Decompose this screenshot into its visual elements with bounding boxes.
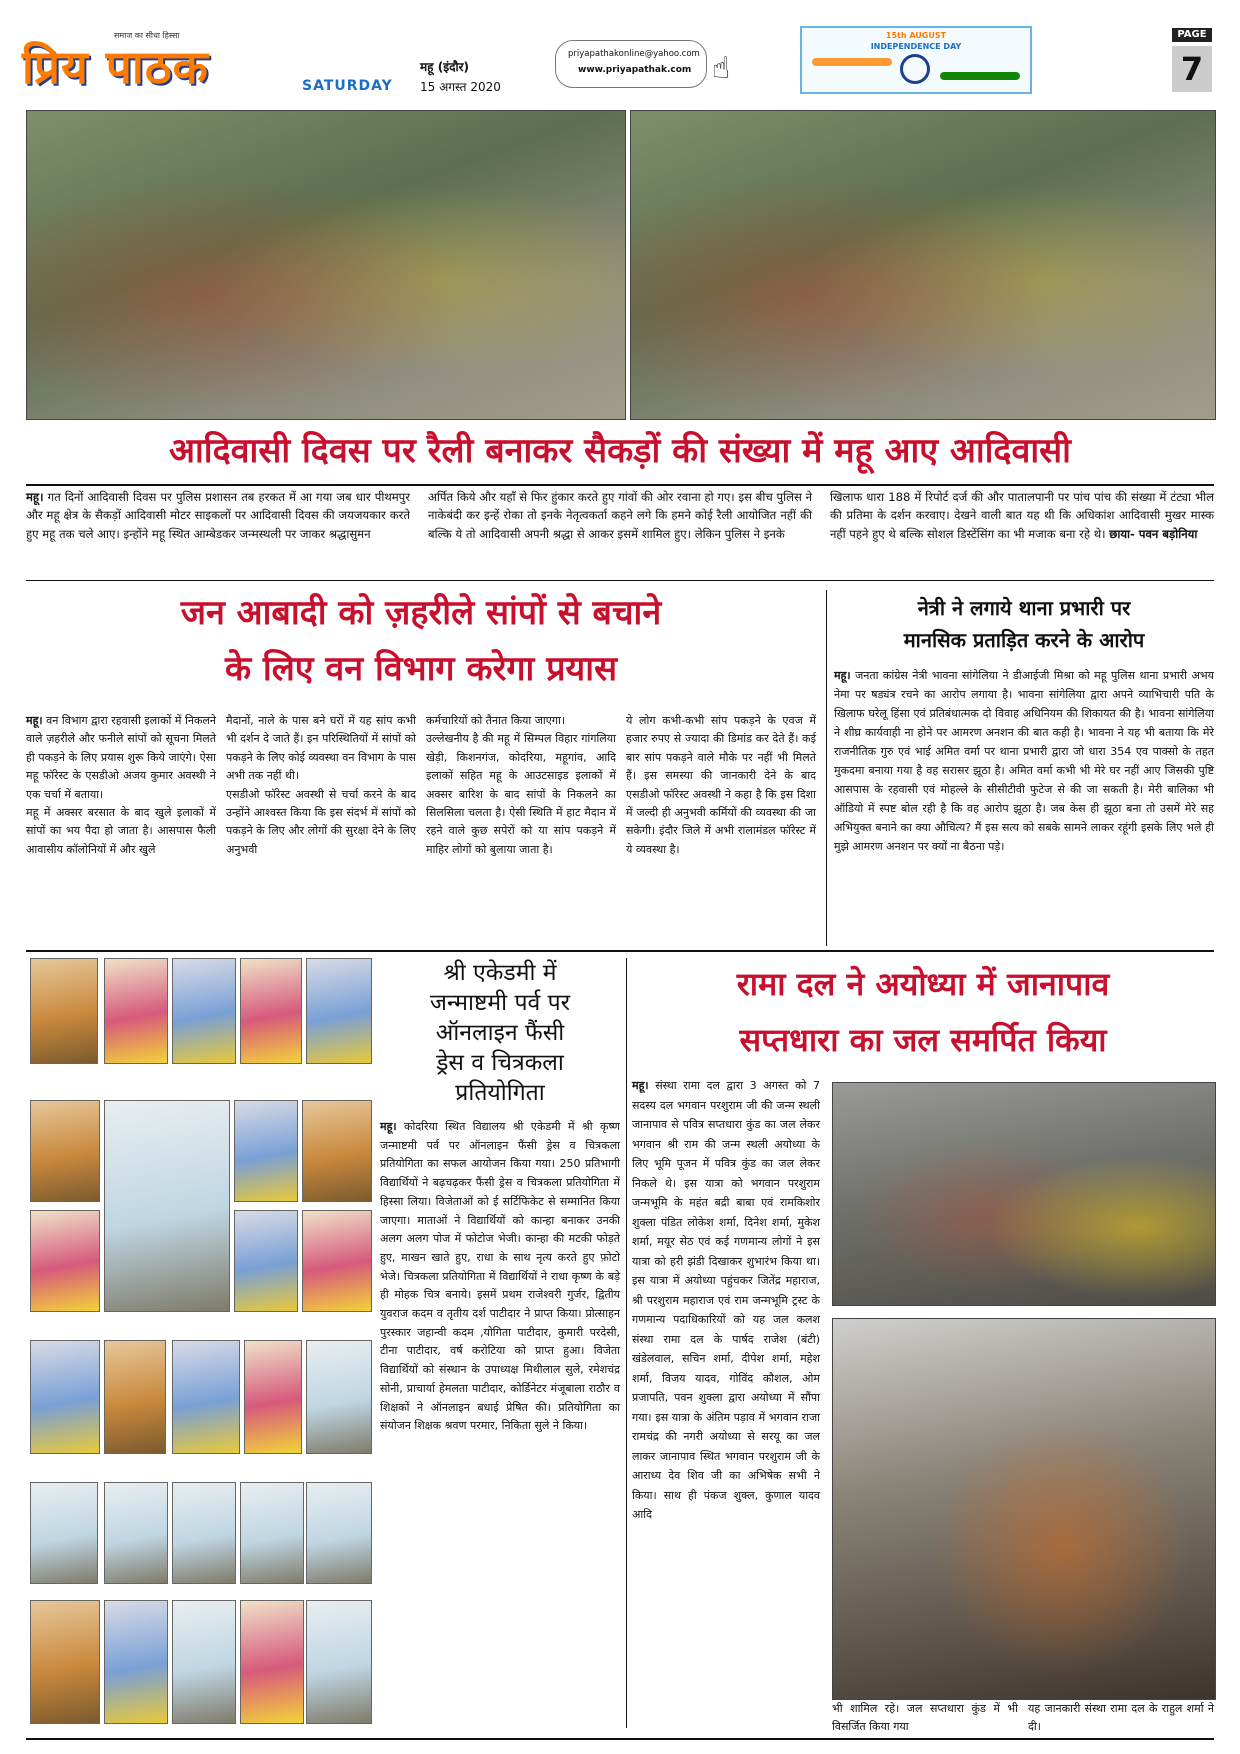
rama-dal-photo-bottom [832,1318,1216,1700]
story4-headline-line2: जन्माष्टमी पर्व पर [429,990,571,1016]
pointer-hand-icon: ☝ [712,51,731,86]
kid-photo [104,1600,168,1724]
kid-photo [172,1600,236,1724]
kid-photo [244,1340,302,1454]
story4-headline-line4: ड्रेस व चित्रकला [436,1050,564,1076]
kid-photo [30,1340,100,1454]
story1-dateline: महू। [26,490,44,504]
story2-column-2: मैदानों, नाले के पास बने घरों में यह सांप कभी भी दर्शन दे जाते हैं। इन परिस्थितियों में सांपों को पकड़ने के लिए कोई व्यवस्था वन विभाग के पास अभी तक नहीं थी। एसडीओ फॉरेस्ट अवस्थी से चर्चा करने के बाद उन्होंने आश्वस्त किया कि इस संदर्भ में सांपों को पकड़ने के लिए और लोगों की सुरक्षा देने के लिए अनुभवी [226,714,416,856]
kid-photo [172,1482,236,1584]
story4-divider [626,958,627,1728]
date-label: 15 अगस्त 2020 [420,80,501,94]
ashoka-chakra-icon [900,54,930,84]
story1-bottom-rule [26,580,1214,581]
story1-rule [26,484,1214,486]
story4-headline-line1: श्री एकेडमी में [443,960,557,986]
story2-column-4: ये लोग कभी-कभी सांप पकड़ने के एवज में हजार रुपए से ज्यादा की डिमांड कर देते हैं। कई बार सांप पकड़ने वाले मौके पर नहीं भी मिलते हैं। इस समस्या की जानकारी देने के बाद एसडीओ फॉरेस्ट अवस्थी ने कहा है कि इस दिशा में जल्दी ही अनुभवी कर्मियों की व्यवस्था की जा सकेगी। इंदौर जिले में अभी रालामंडल फॉरेस्ट में ये व्यवस्था है। [626,714,816,856]
story1-column-3: खिलाफ धारा 188 में रिपोर्ट दर्ज की और पातालपानी पर पांच पांच की संख्या में टंट्या भील की प्रतिमा के दर्शन करवाए। देखने वाली बात यह थी कि अधिकांश आदिवासी मुखर मास्क नहीं पहने हुए थे बल्कि सोशल डिस्टेंसिंग का भी मजाक बना रहे थे। छाया- पवन बड़ोनिया [830,490,1214,541]
story3-headline-line1: नेत्री ने लगाये थाना प्रभारी पर [917,596,1131,620]
story3-headline-line2: मानसिक प्रताड़ित करने के आरोप [903,628,1145,652]
story4-body: महू। कोदरिया स्थित विद्यालय श्री एकेडमी में श्री कृष्ण जन्माष्टमी पर्व पर ऑनलाइन फैंसी ड्रेस व चित्रकला प्रतियोगिता का सफल आयोजन किया गया। 250 प्रतिभागी विद्यार्थियों ने बढ़चढ़कर फैंसी ड्रेस व चित्रकला प्रतियोगिता में हिस्सा लिया। विजेताओं को ई सर्टिफिकेट से सम्मानित किया जाएगा। माताओं ने विद्यार्थियों को कान्हा बनाकर उनकी अलग अलग पोज में फोटोज भेजी। कान्हा की मटकी फोड़ते हुए, माखन खाते हुए, राधा के साथ नृत्य करते हुए फ़ोटो भेजे। चित्रकला प्रतियोगिता में विद्यार्थियों ने राधा कृष्ण के बड़े ही मोहक चित्र बनाये। इसमें प्रथम राजेश्वरी गुर्जर, द्वितीय युवराज कदम व तृतीय दर्श पाटीदार ने प्राप्त किया। प्रोत्साहन पुरस्कार जहान्वी कदम ,योगिता पाटीदार, कुमारी परदेसी, टीना पाटीदार, वर्ष करोटिया को प्राप्त हुआ। विजेता विद्यार्थियों को संस्थान के उपाध्यक्ष मिथीलाल सुले, रमेशचंद्र सोनी, प्राचार्या हेमलता पाटीदार, कोर्डिनेटर मंजूबाला राठौर व शिक्षकों ने ऑनलाइन बधाई प्रेषित की। प्रतियोगिता का संयोजन शिक्षक श्रवण परमार, निकिता सुले ने किया। [380,1120,621,1433]
story2-column-3: कर्मचारियों को तैनात किया जाएगा। उल्लेखनीय है की महू में सिम्पल विहार गांगलिया खेड़ी, किशनगंज, कोदरिया, महूगांव, आदि इलाकों सहित महू के आउटसाइड इलाकों में अक्सर बारिश के बाद सांपों के निकलने का सिलसिला चलता है। ऐसी स्थिति में हाट मैदान में रहने वाले कुछ सपेरों को या सांप पकड़ने में माहिर लोगों को बुलाया जाता है। [426,714,616,856]
story2-column-1: महू। वन विभाग द्वारा रहवासी इलाकों में निकलने वाले ज़हरीले और फनीले सांपों को सूचना मिलते ही पकड़ने के लिए प्रयास शुरू किये जाएंगे। ऐसा महू फॉरेस्ट के एसडीओ अजय कुमार अवस्थी ने एक चर्चा में बताया। महू में अक्सर बरसात के बाद खुले इलाकों में सांपों का भय पैदा हो जाता है। आसपास फैली आवासीय कॉलोनियों में और खुले [26,714,216,856]
rally-photo-left [26,110,626,420]
logo-text: प्रिय पाठक [22,40,209,94]
story3-dateline: महू। [834,669,851,682]
story5-headline-line1: रामा दल ने अयोध्या में जानापाव [736,965,1110,1003]
page-number: 7 [1172,46,1212,92]
page-box [1172,28,1212,94]
banner-line1: 15th AUGUST [885,31,947,40]
story5-body: महू। संस्था रामा दल द्वारा 3 अगस्त को 7 सदस्य दल भगवान परशुराम जी की जन्म स्थली जानापाव से पवित्र सप्तधारा कुंड का जल लेकर भगवान श्री राम की जन्म स्थली अयोध्या के लिए भूमि पूजन में पवित्र कुंड का जल लेकर निकले थे। इस यात्रा को भगवान परशुराम जन्मभूमि के महंत बद्री बाबा एवं रामकिशोर शुक्ला पंडित लोकेश शर्मा, दिनेश शर्मा, मुकेश शर्मा, मयूर सेठ एवं कई गणमान्य लोगों ने इस यात्रा को हरी झंडी दिखाकर शुभारंभ किया था। इस यात्रा में अयोध्या पहुंचकर जितेंद्र महाराज, श्री परशुराम महाराज एवं राम जन्मभूमि ट्रस्ट के गणमान्य पदाधिकारियों को यह जल कलश संस्था रामा दल के पार्षद राजेश (बंटी) खंडेलवाल, सचिन शर्मा, दीपेश शर्मा, महेश शर्मा, विजय यादव, गोविंद कौशल, ओम प्रजापति, पवन शुक्ला द्वारा अयोध्या में सौंपा गया। इस यात्रा के अंतिम पड़ाव में भगवान राजा रामचंद्र की नगरी अयोध्या से सरयू का जल लाकर जानापाव स्थित भगवान परशुराम जी के आराध्य देव शिव जी का अभिषेक सभी ने किया। साथ ही पंकज शुक्ल, कुणाल यादव आदि [632,1079,820,1521]
kid-photo [240,958,302,1064]
website-link[interactable]: www.priyapathak.com [578,65,692,75]
story1-headline: आदिवासी दिवस पर रैली बनाकर सैकड़ों की संख्या में महू आए आदिवासी [169,431,1071,471]
story5-tail-2: यह जानकारी संस्था रामा दल के राहुल शर्मा ने दी। [1028,1702,1214,1733]
kid-photo [306,1600,372,1724]
kid-photo [240,1600,304,1724]
kid-photo [306,1340,372,1454]
kid-photo [30,958,98,1064]
logo-tagline: समाज का सीधा हिस्सा [114,31,180,40]
story2-dateline: महू। [26,714,43,727]
kid-photo [306,1482,372,1584]
kid-photo [234,1210,298,1312]
story4-headline [380,958,620,1108]
kid-photo [172,1340,240,1454]
middle-section-rule [26,950,1214,952]
kid-photo [30,1100,100,1202]
kid-photo [30,1600,100,1724]
kid-photo [30,1210,100,1312]
contact-box [555,40,707,88]
kid-photo [104,958,168,1064]
story2-headline-line1: जन आबादी को ज़हरीले सांपों से बचाने [180,593,662,633]
story1-column-2: अर्पित किये और यहाँ से फिर हुंकार करते हुए गांवों की ओर रवाना हो गए। इस बीच पुलिस ने नाकेबंदी कर इन्हें रोका तो इनके नेतृत्वकर्ता कहने लगे कि हमने कोई रैली आयोजित नहीं की बल्कि ये तो आदिवासी अपनी श्रद्धा से आकर इसमें शामिल हुए। लेकिन पुलिस ने इनके [428,490,812,541]
kid-photo [30,1482,98,1584]
photo-credit: छाया- पवन बड़ोनिया [1109,526,1198,541]
story4-dateline: महू। [380,1120,397,1133]
story4-headline-line5: प्रतियोगिता [455,1080,545,1106]
city-label: महू (इंदौर) [420,60,469,74]
kid-photo [172,958,236,1064]
story1-column-1: महू। गत दिनों आदिवासी दिवस पर पुलिस प्रशासन तब हरकत में आ गया जब धार पीथमपुर और महू क्षेत्र के सैकड़ों आदिवासी मोटर साइकलों पर आदिवासी दिवस की जयजयकार करते हुए महू तक चले आए। इन्होंने महू स्थित आम्बेडकर जन्मस्थली पर जाकर श्रद्धासुमन [26,490,410,541]
banner-line2: INDEPENDENCE DAY [870,42,962,51]
logo [22,26,262,98]
story3-divider [826,590,827,946]
rally-photo-right [630,110,1216,420]
saffron-stripe [812,58,892,66]
story5-dateline: महू। [632,1079,649,1092]
rama-dal-photo-top [832,1082,1216,1306]
email-text: priyapathakonline@yahoo.com [568,49,700,59]
kid-photo [302,1210,372,1312]
kid-photo [240,1482,304,1584]
story5-tail-1: भी शामिल रहे। जल सप्तधारा कुंड में भी विसर्जित किया गया [832,1702,1018,1733]
kid-photo [104,1340,166,1454]
story3-body: महू। जनता कांग्रेस नेत्री भावना सांगेलिया ने डीआईजी मिश्रा को महू पुलिस थाना प्रभारी अभय नेमा पर षड्यंत्र रचने का आरोप लगाया है। भावना सांगेलिया द्वारा अपने व्याभिचारी पति के खिलाफ घरेलू हिंसा एवं प्रतिबंधात्मक दो विवाह अधिनियम की शिकायत की है। भावना सांगेलिया ने शीघ्र कार्यवाही ना होने पर आमरण अनशन की बात कही है। भावना ने यह भी बताया कि मेरे राजनीतिक गुरु एवं भाई अमित वर्मा पर थाना प्रभारी द्वारा जो धारा 354 एव पाक्सो के तहत मुकदमा बनाया गया है वह सरासर झूठा है। अमित वर्मा कभी भी मेरे घर नहीं आए जिसकी पुष्टि आसपास के रहवासी एवं मोहल्ले के सीसीटीवी फुटेज से की जा सकती है। मेरी बालिका भी ऑडियो में स्पष्ट बोल रही है कि वह आरोप झूठा है। जब केस ही झूठा बना तो उसमें मेरे सह अभियुक्त बनाने का क्या औचित्य? मैं इस सत्य को सबके सामने लाकर रहूंगी इसके लिए भले ही मुझे आमरण अनशन पर क्यों ना बैठना पड़े। [834,669,1215,853]
kid-photo [104,1100,230,1312]
footer-rule [26,1738,1214,1740]
page-label: PAGE [1172,28,1212,42]
independence-day-banner [800,26,1032,94]
story4-headline-line3: ऑनलाइन फैंसी [435,1020,565,1046]
green-stripe [940,72,1020,80]
kid-photo [302,1100,372,1202]
story5-headline-line2: सप्तधारा का जल समर्पित किया [739,1021,1107,1059]
story2-headline-line2: के लिए वन विभाग करेगा प्रयास [224,649,618,689]
day-label: SATURDAY [302,78,393,94]
kid-photo [104,1482,168,1584]
kid-photo [234,1100,298,1202]
kid-photo [306,958,372,1064]
